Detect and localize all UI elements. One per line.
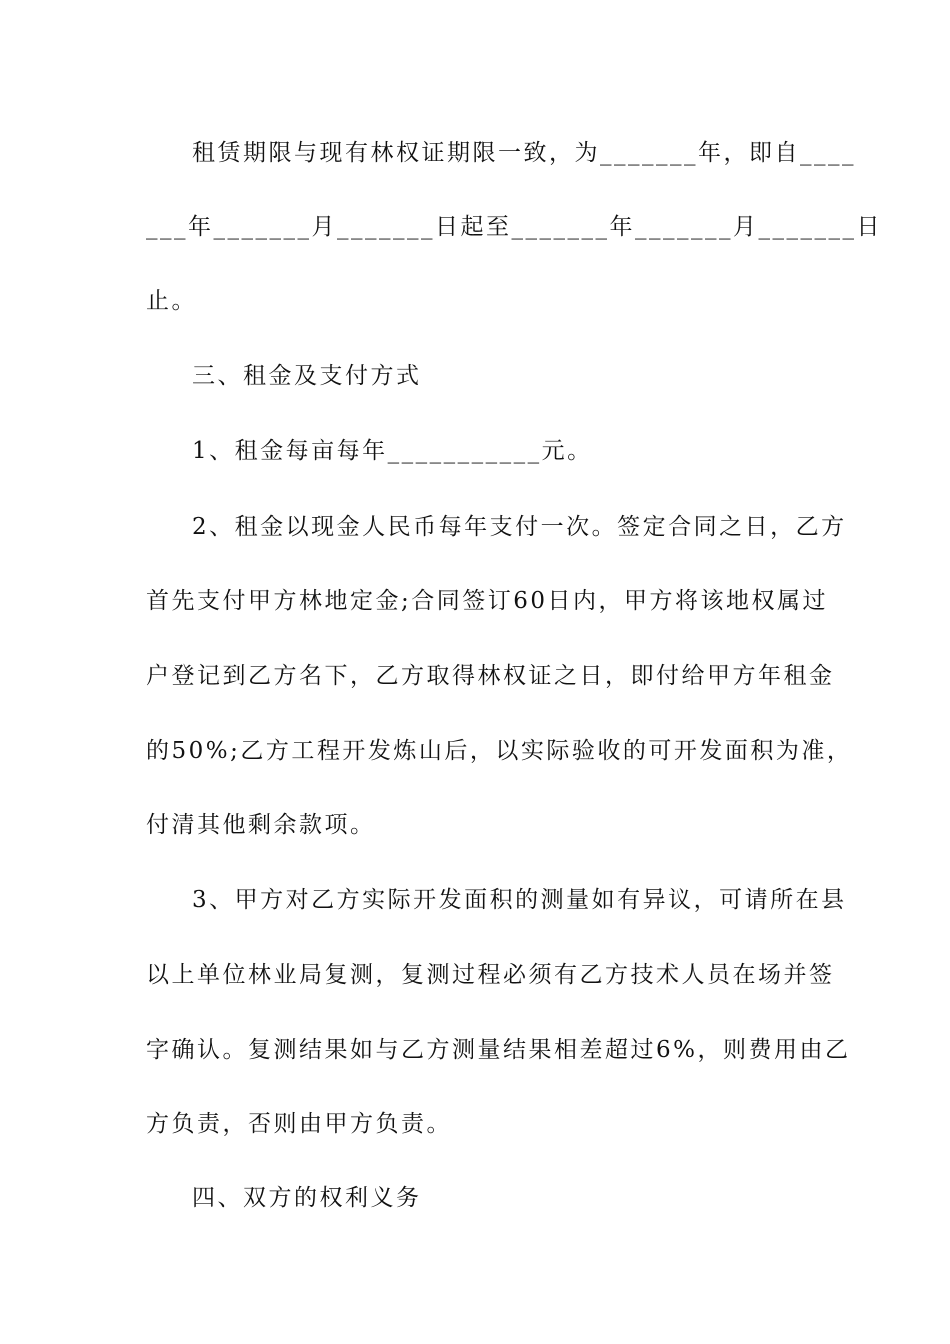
section-heading-rights-obligations: 四、双方的权利义务	[192, 1185, 422, 1211]
paragraph-lease-term-line-1: 租赁期限与现有林权证期限一致，为_______年，即自____	[192, 140, 856, 166]
clause-2-line-2: 首先支付甲方林地定金;合同签订60日内，甲方将该地权属过	[146, 588, 829, 614]
clause-2-line-1: 2、租金以现金人民币每年支付一次。签定合同之日，乙方	[192, 514, 847, 540]
paragraph-lease-term-line-2: ___年_______月_______日起至_______年_______月_______日	[146, 214, 882, 240]
clause-1-rent-rate: 1、租金每亩每年___________元。	[192, 438, 593, 464]
clause-3-line-3: 字确认。复测结果如与乙方测量结果相差超过6%，则费用由乙	[146, 1037, 851, 1063]
section-heading-rent-payment: 三、租金及支付方式	[192, 363, 422, 389]
clause-2-line-4: 的50%;乙方工程开发炼山后，以实际验收的可开发面积为准，	[146, 738, 853, 764]
paragraph-lease-term-line-3: 止。	[146, 288, 197, 314]
clause-2-line-3: 户登记到乙方名下，乙方取得林权证之日，即付给甲方年租金	[146, 663, 835, 689]
clause-3-line-1: 3、甲方对乙方实际开发面积的测量如有异议，可请所在县	[192, 887, 847, 913]
clause-3-line-2: 以上单位林业局复测，复测过程必须有乙方技术人员在场并签	[146, 962, 835, 988]
clause-3-line-4: 方负责，否则由甲方负责。	[146, 1111, 452, 1137]
clause-2-line-5: 付清其他剩余款项。	[146, 812, 376, 838]
